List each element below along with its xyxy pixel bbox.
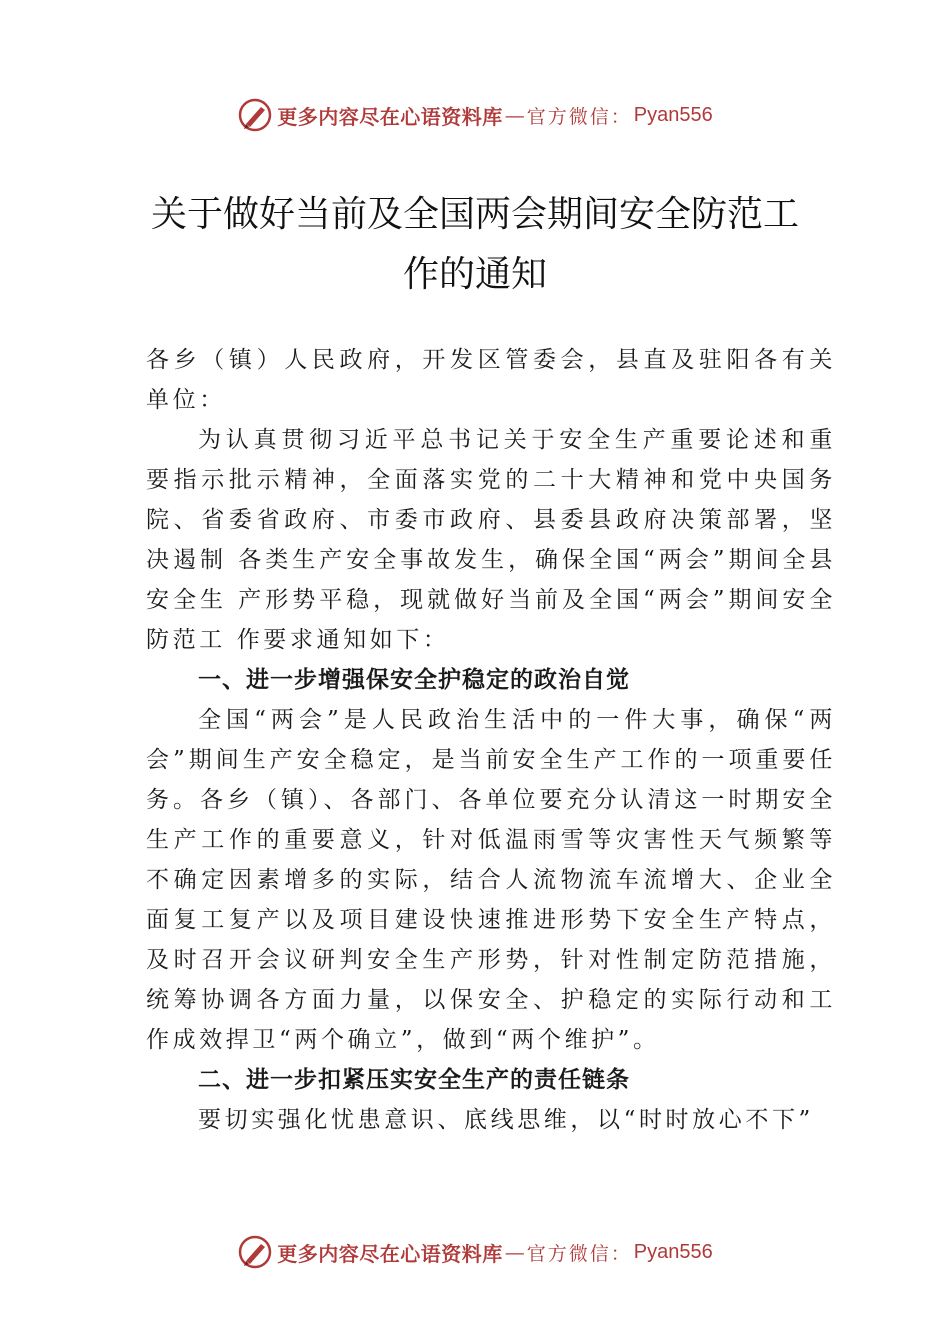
watermark-wechat-id: Pyan556 <box>633 103 713 126</box>
watermark-banner-top <box>0 95 950 135</box>
title-line-2: 作的通知 <box>402 254 547 295</box>
salutation: 各乡（镇）人民政府，开发区管委会，县直及驻阳各有关单位： <box>146 347 836 413</box>
section-1-paragraph: 全国“两会”是人民政治生活中的一件大事，确保“两会”期间生产安全稳定，是当前安全生产工作的一项重要任务。各乡（镇）、各部门、各单位要充分认清这一时期安全生产工作的重要意义，针对低温雨雪等灾害性天气频繁等不确定因素增多的实际，结合人流物流车流增大、企业全面复工复产以及项目建设快速推进形势下安全生产特点，及时召开会议研判安全生产形势，针对性制定防范措施，统筹协调各方面力量，以保安全、护稳定的实际行动和工作成效捍卫“两个确立”，做到“两个维护”。 <box>146 707 836 1053</box>
watermark-text: 更多内容尽在心语资料库 <box>277 104 503 129</box>
section-2-heading: 二、进一步扣紧压实安全生产的责任链条 <box>198 1067 630 1093</box>
document-title <box>0 185 950 305</box>
intro-paragraph: 为认真贯彻习近平总书记关于安全生产重要论述和重要指示批示精神，全面落实党的二十大精神和党中央国务院、省委省政府、市委市政府、县委县政府决策部署，坚决遏制 各类生产安全事故发生，确保全国“两会”期间全县安全生 产形势平稳，现就做好当前及全国“两会”期间安全防范工 作要求通知如下： <box>146 427 836 653</box>
section-1-heading: 一、进一步增强保安全护稳定的政治自觉 <box>198 667 630 693</box>
title-line-1: 关于做好当前及全国两会期间安全防范工 <box>150 194 799 235</box>
watermark-text: 更多内容尽在心语资料库 <box>277 1241 503 1266</box>
watermark-banner-bottom <box>0 1232 950 1272</box>
watermark-separator: — <box>504 103 525 127</box>
watermark-separator: — <box>504 1240 525 1264</box>
pen-logo-icon <box>237 97 273 133</box>
watermark-wechat-label: 官方微信： <box>526 1242 632 1265</box>
watermark-wechat-label: 官方微信： <box>526 105 632 128</box>
section-2-paragraph: 要切实强化忧患意识、底线思维，以“时时放心不下” <box>198 1107 814 1133</box>
pen-logo-icon <box>237 1234 273 1270</box>
watermark-wechat-id: Pyan556 <box>633 1240 713 1263</box>
document-body <box>146 340 836 1140</box>
